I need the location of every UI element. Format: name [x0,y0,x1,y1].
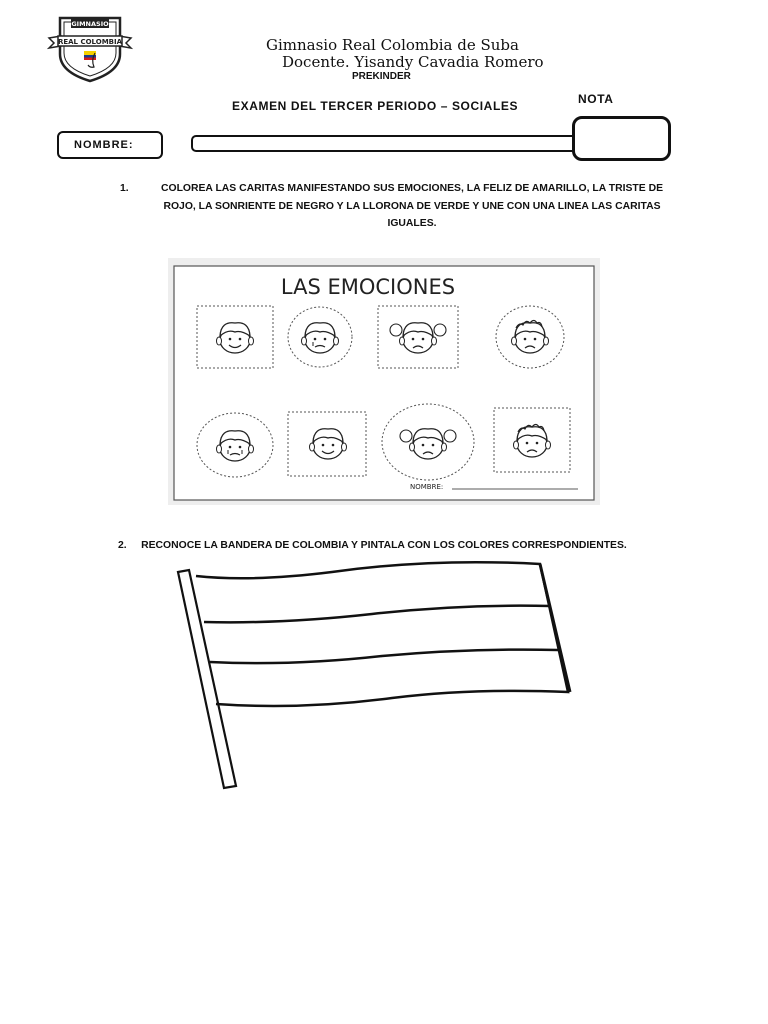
grade-box[interactable] [572,116,671,161]
student-name-field[interactable] [191,135,580,152]
flag-outline [196,562,568,706]
flag-pole [178,570,236,788]
flag-stripe-line-2 [210,650,558,664]
question-1-text: COLOREA LAS CARITAS MANIFESTANDO SUS EMOCIONES, LA FELIZ DE AMARILLO, LA TRISTE DE ROJO, LA SONRIENTE DE NEGRO Y LA LLORONA DE VERDE Y UNE CON UNA LINEA LAS CARITAS IGUALES. [160,183,663,229]
question-2-text: RECONOCE LA BANDERA DE COLOMBIA Y PINTALA CON LOS COLORES CORRESPONDIENTES. [141,540,627,551]
emotions-worksheet-drawing [168,258,600,505]
logo-banner-text: REAL COLOMBIA [57,38,123,46]
flag-stripe-line-1 [204,606,550,623]
school-logo [47,14,133,84]
nombre-label: NOMBRE: [74,139,134,151]
question-1 [120,180,680,233]
emotions-title: LAS EMOCIONES [280,275,456,299]
question-2-number: 2. [118,540,127,551]
nombre-label-box [57,131,163,159]
question-2 [118,540,627,551]
question-1-number: 1. [120,183,129,194]
teacher-name: Docente. Yisandy Cavadia Romero [282,53,544,71]
grade-level: PREKINDER [352,71,411,82]
colombia-flag-outline[interactable] [172,558,582,793]
logo-top-text: GIMNASIO [71,20,109,28]
nota-label: NOTA [578,92,614,106]
worksheet-nombre-label: NOMBRE: [410,483,444,491]
school-name: Gimnasio Real Colombia de Suba [266,36,519,54]
emotions-worksheet [168,258,600,505]
exam-title: EXAMEN DEL TERCER PERIODO – SOCIALES [232,99,519,113]
